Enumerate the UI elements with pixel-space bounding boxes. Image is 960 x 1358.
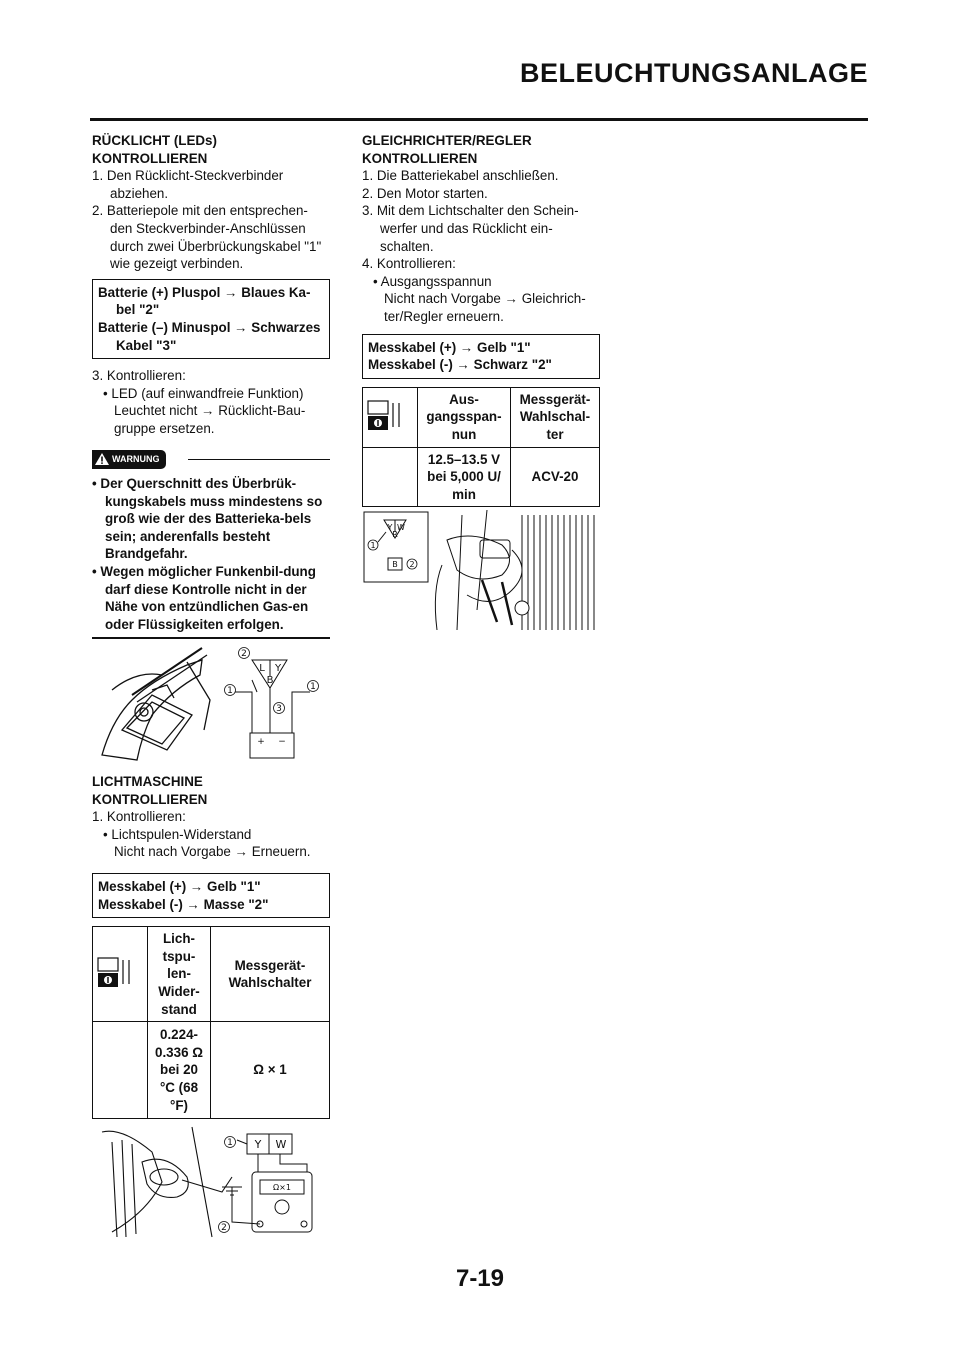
step-1: 1. Kontrollieren: xyxy=(92,809,186,825)
callout-1: 1 xyxy=(227,1138,233,1148)
bullet-continuation: Nicht nach Vorgabe → Gleichrich-ter/Regler erneuern. xyxy=(384,291,586,324)
spec-line: Messkabel (+) → Gelb "1" xyxy=(368,339,531,355)
warning-item-text: Wegen möglicher Funkenbil-dung darf diese Kontrolle nicht in der Nähe von entzündlichen Gas-en oder Flüssigkeiten erfolgen. xyxy=(100,564,316,632)
wire-label-B: B xyxy=(266,675,274,686)
step-4: 4. Kontrollieren: xyxy=(362,256,456,272)
header-rule xyxy=(90,118,868,121)
empty-cell xyxy=(93,1022,148,1119)
wire-label-B: B xyxy=(392,560,398,569)
heading-line: KONTROLLIEREN xyxy=(92,150,208,166)
right-column xyxy=(362,132,600,513)
battery-plus: + xyxy=(257,737,265,747)
wire-label-Y: Y xyxy=(274,663,282,674)
rectifier-figure xyxy=(362,510,602,636)
wire-label-W: W xyxy=(397,523,405,532)
bullet-coil-resistance: • Lichtspulen-Widerstand xyxy=(103,826,252,842)
bullet-text: LED (auf einwandfreie Funktion) xyxy=(111,385,304,401)
column-header: Messgerät-Wahlschalter xyxy=(211,927,330,1022)
warning-rule xyxy=(188,459,331,461)
column-header: Aus-gangsspan-nun xyxy=(418,387,511,447)
step-1: 1. Den Rücklicht-Steckverbinder abziehen. xyxy=(92,168,284,201)
warning-bottom-rule xyxy=(92,637,330,639)
voltage-value: 12.5–13.5 V bei 5,000 U/ min xyxy=(418,447,511,507)
multimeter-icon xyxy=(96,956,136,992)
empty-cell xyxy=(363,447,418,507)
resistance-value: 0.224-0.336 Ω bei 20 °C (68 °F) xyxy=(148,1022,211,1119)
callout-2: 2 xyxy=(241,649,247,659)
spec-line: Messkabel (-) → Masse "2" xyxy=(98,896,269,912)
warning-triangle-icon xyxy=(95,453,109,465)
spec-line: Batterie (–) Minuspol → Schwarzes Kabel "3" xyxy=(98,319,321,353)
probe-spec-box xyxy=(362,334,600,379)
alternator-figure xyxy=(92,1122,332,1242)
page-number: 7-19 xyxy=(455,1265,505,1292)
step-2: 2. Batteriepole mit den entsprechen-den Steckverbinder-Anschlüssen durch zwei Überbrückungskabel "1" wie gezeigt verbinden. xyxy=(92,203,322,272)
heading-line: RÜCKLICHT (LEDs) xyxy=(92,133,217,148)
bullet-text: Ausgangsspannun xyxy=(380,273,492,289)
taillight-figure xyxy=(92,640,332,772)
section-heading-alternator xyxy=(92,773,330,808)
wire-label-Y: Y xyxy=(254,1138,262,1151)
warning-item: • Wegen möglicher Funkenbil-dung darf diese Kontrolle nicht in der Nähe von entzündlichen Gas-en oder Flüssigkeiten erfolgen. xyxy=(92,564,316,632)
page-title: BELEUCHTUNGSANLAGE xyxy=(519,58,868,88)
bullet-continuation: Leuchtet nicht → Rücklicht-Bau-gruppe ersetzen. xyxy=(114,403,306,436)
probe-spec-box xyxy=(92,873,330,918)
meter-range-label: Ω×1 xyxy=(273,1183,291,1192)
heading-line: LICHTMASCHINE xyxy=(92,774,203,789)
bullet-output-voltage: • Ausgangsspannun xyxy=(373,273,492,289)
warning-item-text: Der Querschnitt des Überbrük-kungskabels muss mindestens so groß wie der des Batterieka-bels sein; anderenfalls besteht Brandgefahr. xyxy=(100,476,323,562)
callout-3: 3 xyxy=(276,704,282,714)
step-1: 1. Die Batteriekabel anschließen. xyxy=(362,168,559,184)
spec-line: Messkabel (-) → Schwarz "2" xyxy=(368,357,552,373)
heading-line: GLEICHRICHTER/REGLER xyxy=(362,133,532,148)
selector-value: ACV-20 xyxy=(511,447,600,507)
bullet-led: • LED (auf einwandfreie Funktion) xyxy=(103,385,304,401)
warning-badge xyxy=(92,450,166,470)
spec-line: Messkabel (+) → Gelb "1" xyxy=(98,878,261,894)
callout-1-left: 1 xyxy=(227,686,233,696)
wire-label-R: R xyxy=(392,530,398,539)
battery-minus: − xyxy=(278,737,286,747)
voltage-spec-table xyxy=(362,387,600,508)
wire-label-Y: Y xyxy=(387,523,393,532)
meter-icon-cell xyxy=(93,927,148,1022)
step-2: 2. Den Motor starten. xyxy=(362,185,488,201)
heading-line: KONTROLLIEREN xyxy=(362,150,478,166)
section-heading-taillight xyxy=(92,132,330,167)
meter-icon-cell xyxy=(363,387,418,447)
warning-header xyxy=(92,450,330,470)
section-heading-rectifier xyxy=(362,132,600,167)
warning-item: • Der Querschnitt des Überbrük-kungskabels muss mindestens so groß wie der des Batterieka-bels sein; anderenfalls besteht Brandgefahr. xyxy=(92,476,323,562)
spec-line: Batterie (+) Pluspol → Blaues Ka-bel "2" xyxy=(98,284,311,318)
resistance-spec-table xyxy=(92,926,330,1119)
connection-spec-box xyxy=(92,279,330,359)
step-3: 3. Mit dem Lichtschalter den Schein-werfer und das Rücklicht ein-schalten. xyxy=(362,203,579,254)
multimeter-icon xyxy=(366,399,406,435)
bullet-continuation: Nicht nach Vorgabe → Erneuern. xyxy=(114,844,311,860)
left-column xyxy=(92,132,330,649)
callout-1: 1 xyxy=(370,541,376,550)
warning-label: WARNUNG xyxy=(112,453,160,464)
column-header: Messgerät-Wahlschal-ter xyxy=(511,387,600,447)
heading-line: KONTROLLIEREN xyxy=(92,791,208,807)
callout-2: 2 xyxy=(409,560,415,569)
callout-2: 2 xyxy=(221,1223,227,1233)
callout-1-right: 1 xyxy=(310,682,316,692)
warning-text xyxy=(92,475,330,633)
wire-label-L: L xyxy=(259,663,265,674)
step-3: 3. Kontrollieren: xyxy=(92,368,186,384)
selector-value: Ω × 1 xyxy=(211,1022,330,1119)
left-column-lower xyxy=(92,773,330,1125)
wire-label-W: W xyxy=(275,1138,287,1151)
column-header: Lich-tspu-len-Wider-stand xyxy=(148,927,211,1022)
bullet-text: Lichtspulen-Widerstand xyxy=(111,826,252,842)
